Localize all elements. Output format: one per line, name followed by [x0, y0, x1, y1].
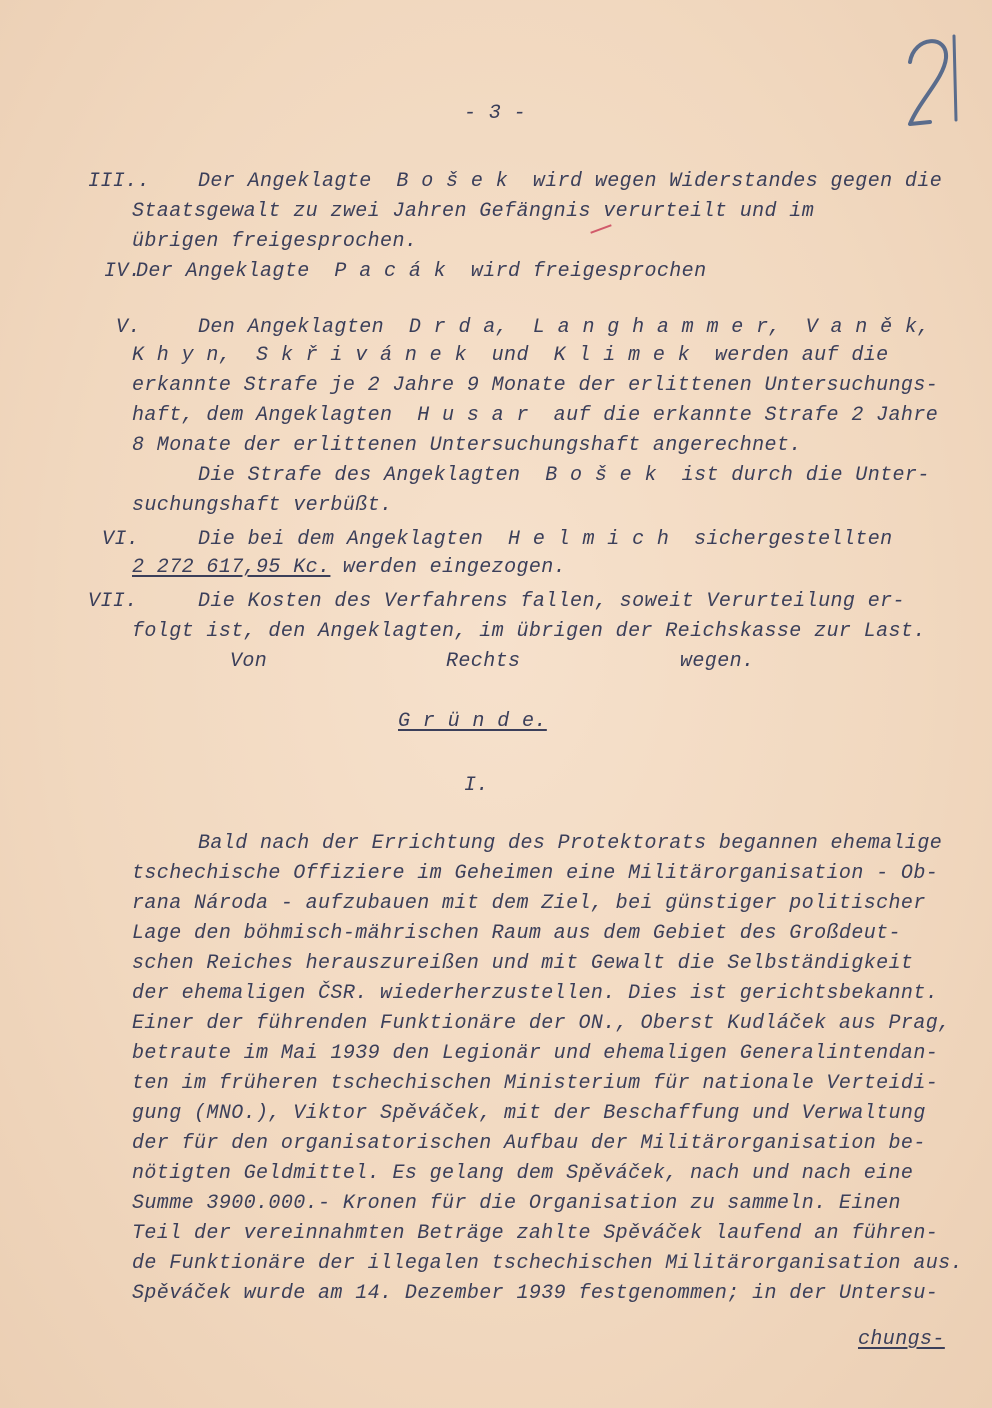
verdict-V-line-2: K h y n, S k ř i v á n e k und K l i m e k werden auf die — [132, 344, 889, 367]
verdict-VI-line-1: Die bei dem Angeklagten H e l m i c h sichergestellten — [198, 528, 893, 551]
page-number: - 3 - — [464, 102, 527, 125]
reasons-section-number: I. — [464, 774, 489, 797]
verdict-numeral-III: III.. — [88, 170, 151, 193]
verdict-VII-line-1: Die Kosten des Verfahrens fallen, soweit Verurteilung er- — [198, 590, 905, 613]
reasons-line-1: Bald nach der Errichtung des Protektorats begannen ehemalige — [198, 832, 943, 855]
reasons-line-3: rana Národa - aufzubauen mit dem Ziel, bei günstiger politischer — [132, 892, 926, 915]
verdict-numeral-IV: IV. — [104, 260, 142, 283]
closing-word-1: Von — [230, 650, 268, 673]
reasons-line-13: Summe 3900.000.- Kronen für die Organisation zu sammeln. Einen — [132, 1192, 901, 1215]
closing-word-2: Rechts — [446, 650, 521, 673]
reasons-line-2: tschechische Offiziere im Geheimen eine Militärorganisation - Ob- — [132, 862, 939, 885]
verdict-V-line-6: Die Strafe des Angeklagten B o š e k ist durch die Unter- — [198, 464, 930, 487]
verdict-V-line-4: haft, dem Angeklagten H u s a r auf die erkannte Strafe 2 Jahre — [132, 404, 939, 427]
verdict-numeral-VI: VI. — [102, 528, 140, 551]
closing-word-3: wegen. — [680, 650, 755, 673]
reasons-line-4: Lage den böhmisch-mährischen Raum aus dem Gebiet des Großdeut- — [132, 922, 901, 945]
reasons-line-6: der ehemaligen ČSR. wiederherzustellen. Dies ist gerichtsbekannt. — [132, 982, 939, 1005]
reasons-line-11: der für den organisatorischen Aufbau der Militärorganisation be- — [132, 1132, 926, 1155]
reasons-line-12: nötigten Geldmittel. Es gelang dem Spěváček, nach und nach eine — [132, 1162, 914, 1185]
verdict-V-line-3: erkannte Strafe je 2 Jahre 9 Monate der erlittenen Untersuchungs- — [132, 374, 939, 397]
red-pencil-mark — [590, 224, 611, 233]
verdict-VI-line-2 — [132, 558, 566, 578]
verdict-numeral-V: V. — [116, 316, 141, 339]
verdict-IV-line-1: Der Angeklagte P a c á k wird freigesprochen — [136, 260, 707, 283]
reasons-line-9: ten im früheren tschechischen Ministerium für nationale Verteidi- — [132, 1072, 939, 1095]
confiscated-amount: 2 272 617,95 Kc. — [132, 556, 331, 579]
confiscated-amount-suffix: werden eingezogen. — [330, 556, 567, 579]
reasons-line-15: de Funktionäre der illegalen tschechischen Militärorganisation aus. — [132, 1252, 963, 1275]
reasons-line-7: Einer der führenden Funktionäre der ON., Oberst Kudláček aus Prag, — [132, 1012, 951, 1035]
verdict-III-line-3: übrigen freigesprochen. — [132, 230, 418, 253]
reasons-line-14: Teil der vereinnahmten Beträge zahlte Spěváček laufend an führen- — [132, 1222, 939, 1245]
verdict-V-line-1: Den Angeklagten D r d a, L a n g h a m m e r, V a n ě k, — [198, 316, 930, 339]
reasons-heading: G r ü n d e. — [398, 710, 547, 733]
verdict-III-line-1: Der Angeklagte B o š e k wird wegen Widerstandes gegen die — [198, 170, 943, 193]
verdict-numeral-VII: VII. — [88, 590, 138, 613]
catchword: chungs- — [858, 1328, 945, 1351]
verdict-III-line-2: Staatsgewalt zu zwei Jahren Gefängnis verurteilt und im — [132, 200, 815, 223]
verdict-V-line-5: 8 Monate der erlittenen Untersuchungshaft angerechnet. — [132, 434, 802, 457]
handwritten-page-mark — [896, 28, 966, 138]
reasons-line-10: gung (MNO.), Viktor Spěváček, mit der Beschaffung und Verwaltung — [132, 1102, 926, 1125]
reasons-line-8: betraute im Mai 1939 den Legionär und ehemaligen Generalintendan- — [132, 1042, 939, 1065]
verdict-V-line-7: suchungshaft verbüßt. — [132, 494, 393, 517]
reasons-line-5: schen Reiches herauszureißen und mit Gewalt die Selbständigkeit — [132, 952, 914, 975]
reasons-line-16: Spěváček wurde am 14. Dezember 1939 festgenommen; in der Untersu- — [132, 1282, 939, 1305]
verdict-VII-line-2: folgt ist, den Angeklagten, im übrigen der Reichskasse zur Last. — [132, 620, 926, 643]
